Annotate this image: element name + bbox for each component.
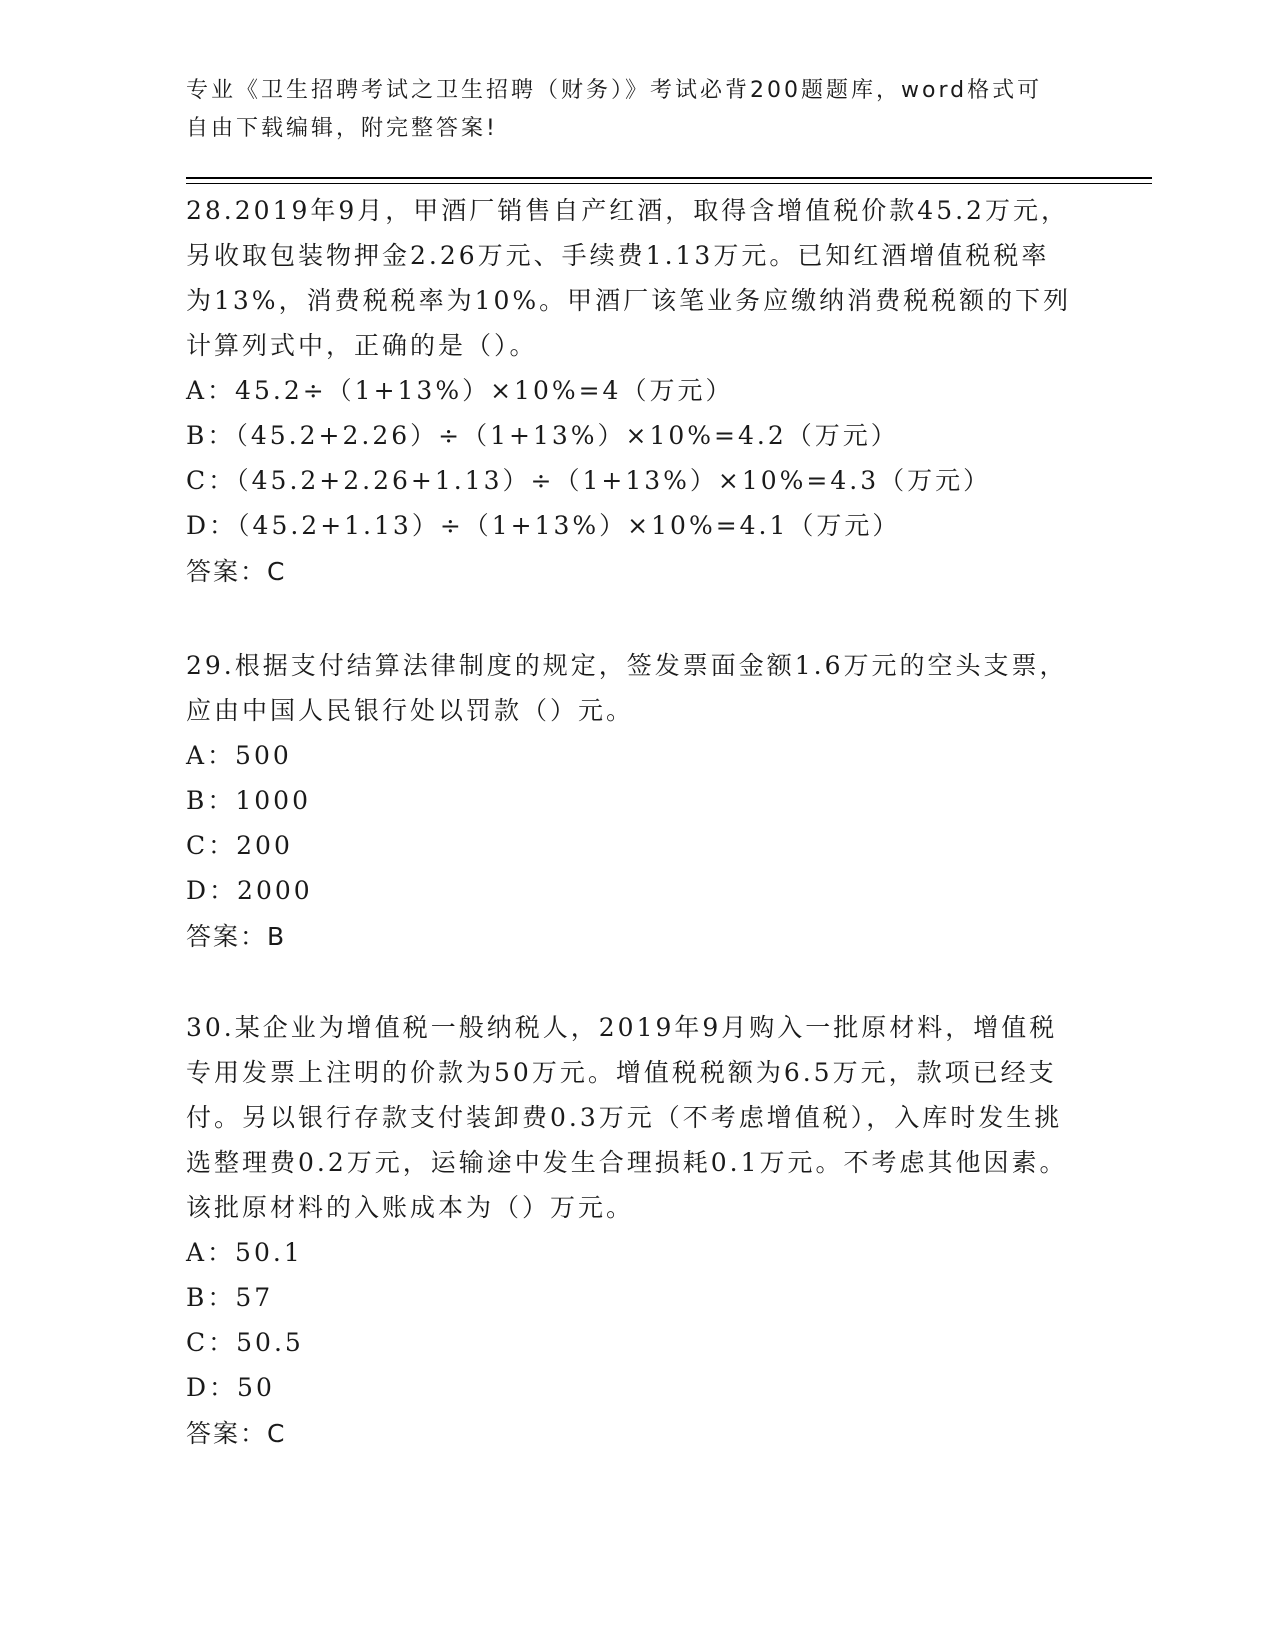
header-divider-thick <box>186 177 1152 179</box>
header-divider-thin <box>186 183 1152 184</box>
option-d: D：2000 <box>186 876 313 905</box>
question-stem: 30.某企业为增值税一般纳税人，2019年9月购入一批原材料，增值税专用发票上注明的价款为50万元。增值税税额为6.5万元，款项已经支付。另以银行存款支付装卸费0.3万元（不考虑增值税），入库时发生挑选整理费0.2万元，运输途中发生合理损耗0.1万元。不考虑其他因素。该批原材料的入账成本为（）万元。 <box>186 1013 1068 1222</box>
option-a: A：45.2÷（1+13%）×10%=4（万元） <box>186 376 734 405</box>
document-header: 专业《卫生招聘考试之卫生招聘（财务）》考试必背200题题库，word格式可自由下载编辑，附完整答案! <box>186 78 1043 141</box>
answer: 答案：B <box>186 922 287 951</box>
option-a: A：50.1 <box>186 1238 303 1267</box>
option-d: D：（45.2+1.13）÷（1+13%）×10%=4.1（万元） <box>186 511 901 540</box>
option-b: B：1000 <box>186 786 311 815</box>
option-a: A：500 <box>186 741 292 770</box>
question-30 <box>186 1005 1076 1458</box>
answer: 答案：C <box>186 557 287 586</box>
answer: 答案：C <box>186 1419 287 1448</box>
option-c: C：50.5 <box>186 1328 304 1357</box>
option-c: C：200 <box>186 831 293 860</box>
option-b: B：（45.2+2.26）÷（1+13%）×10%=4.2（万元） <box>186 421 899 450</box>
option-b: B：57 <box>186 1283 274 1312</box>
option-d: D：50 <box>186 1373 275 1402</box>
option-c: C：（45.2+2.26+1.13）÷（1+13%）×10%=4.3（万元） <box>186 466 992 495</box>
question-stem: 28.2019年9月，甲酒厂销售自产红酒，取得含增值税价款45.2万元，另收取包装物押金2.26万元、手续费1.13万元。已知红酒增值税税率为13%，消费税税率为10%。甲酒厂该笔业务应缴纳消费税税额的下列计算列式中，正确的是（）。 <box>186 196 1072 360</box>
question-stem: 29.根据支付结算法律制度的规定，签发票面金额1.6万元的空头支票，应由中国人民银行处以罚款（）元。 <box>186 651 1068 725</box>
question-28 <box>186 188 1076 596</box>
question-29 <box>186 643 1076 961</box>
